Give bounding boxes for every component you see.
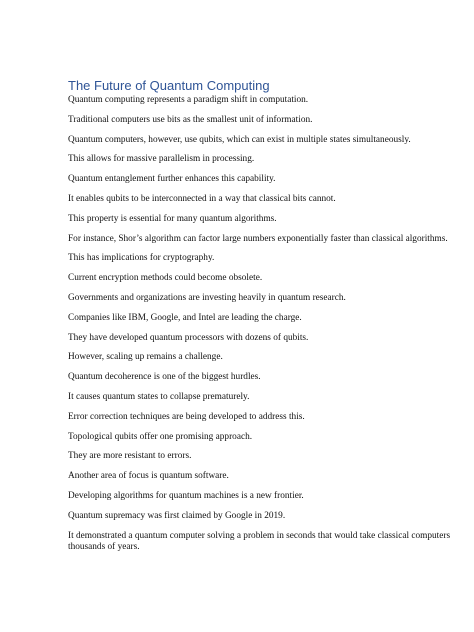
paragraph: They have developed quantum processors with dozens of qubits.	[68, 332, 309, 343]
paragraph: This property is essential for many quantum algorithms.	[68, 213, 277, 224]
paragraph: Error correction techniques are being developed to address this.	[68, 411, 305, 422]
paragraph: This allows for massive parallelism in processing.	[68, 154, 255, 165]
paragraph: Current encryption methods could become obsolete.	[68, 273, 263, 284]
paragraph: Traditional computers use bits as the smallest unit of information.	[68, 114, 313, 125]
paragraph: Another area of focus is quantum software.	[68, 471, 229, 482]
paragraph: They are more resistant to errors.	[68, 451, 192, 462]
paragraph: It enables qubits to be interconnected in a way that classical bits cannot.	[68, 193, 336, 204]
paragraph: It causes quantum states to collapse prematurely.	[68, 391, 250, 402]
paragraph: For instance, Shor’s algorithm can factor large numbers exponentially faster than classical algorithms.	[68, 233, 448, 244]
paragraph: Quantum computing represents a paradigm shift in computation.	[68, 95, 309, 105]
paragraph: Topological qubits offer one promising approach.	[68, 431, 253, 442]
paragraph: However, scaling up remains a challenge.	[68, 352, 223, 363]
paragraph: Quantum supremacy was first claimed by Google in 2019.	[68, 510, 286, 521]
document-title: The Future of Quantum Computing	[68, 78, 270, 93]
paragraph: Quantum decoherence is one of the biggest hurdles.	[68, 372, 261, 383]
paragraph: Developing algorithms for quantum machines is a new frontier.	[68, 490, 304, 501]
paragraph: Governments and organizations are investing heavily in quantum research.	[68, 292, 346, 303]
paragraph: It demonstrated a quantum computer solving a problem in seconds that would take classical computers thousands of years.	[68, 530, 451, 553]
document-body	[68, 78, 468, 562]
paragraph: Companies like IBM, Google, and Intel are leading the charge.	[68, 312, 302, 323]
paragraph: This has implications for cryptography.	[68, 253, 215, 264]
paragraph: Quantum entanglement further enhances this capability.	[68, 174, 276, 185]
paragraph: Quantum computers, however, use qubits, which can exist in multiple states simultaneously.	[68, 134, 411, 145]
